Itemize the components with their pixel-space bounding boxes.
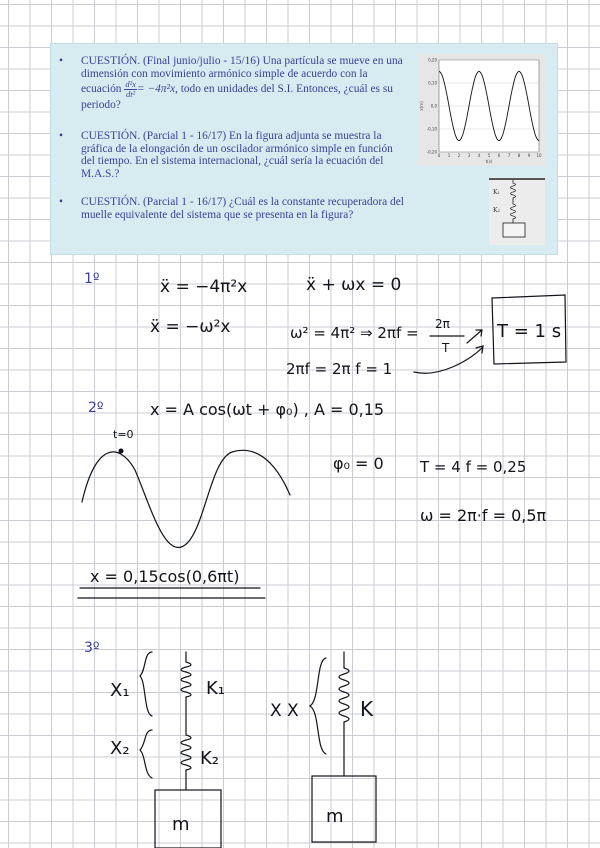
t0-point-icon bbox=[119, 449, 124, 454]
brace-x1 bbox=[140, 652, 152, 716]
y-axis-label: x(m) bbox=[419, 101, 424, 111]
x-axis-label: t(s) bbox=[485, 159, 493, 164]
question-text-part: , todo en unidades del S.I. Entonces, ¿cuál es su periodo? bbox=[81, 83, 393, 112]
initial-phase: φ₀ = 0 bbox=[333, 454, 384, 473]
question-text-part: CUESTIÓN. (Final junio/julio - 15/16) Una partícula se mueve en una dimensión con movimiento armónico simple de acuerdo con la ecuación bbox=[81, 55, 403, 96]
section-3-label: 3º bbox=[84, 640, 100, 656]
x-tick-label: 7 bbox=[507, 153, 511, 158]
bullet: • bbox=[59, 55, 63, 67]
fraction-numerator: d²x bbox=[125, 79, 136, 90]
spring-k-icon bbox=[339, 668, 349, 722]
y-tick-label: 0,0 bbox=[430, 103, 437, 109]
spring-k1-icon bbox=[181, 662, 191, 697]
bullet: • bbox=[59, 196, 63, 208]
mass-block-2 bbox=[312, 776, 376, 842]
y-tick-label: 0,20 bbox=[428, 57, 437, 63]
cosine-sketch bbox=[82, 450, 290, 547]
k-label: K bbox=[360, 697, 374, 721]
brace-x bbox=[310, 658, 326, 754]
x-tick-label: 5 bbox=[487, 153, 491, 158]
section-2-label: 2º bbox=[88, 400, 104, 416]
x-tick-label: 6 bbox=[497, 153, 501, 158]
period-fraction-numerator: 2π bbox=[435, 317, 450, 331]
x-tick-label: 4 bbox=[477, 153, 481, 158]
equation-5: 2πf = 2π f = 1 bbox=[286, 360, 393, 378]
equation-3: ẍ = −ω²x bbox=[150, 317, 231, 337]
arrow-icon bbox=[467, 330, 482, 343]
period-result: T = 1 s bbox=[497, 321, 562, 342]
y-tick-label: -0,10 bbox=[426, 126, 437, 132]
y-tick-label: -0,20 bbox=[426, 149, 437, 155]
bullet: • bbox=[59, 130, 63, 142]
equation-2: ẍ + ωx = 0 bbox=[306, 275, 402, 295]
section-1-label: 1º bbox=[84, 271, 100, 287]
period-fraction-denominator: T bbox=[442, 341, 450, 355]
k2-label: K₂ bbox=[493, 207, 500, 214]
spring-k2-icon bbox=[181, 735, 191, 770]
x-tick-label: 8 bbox=[517, 153, 521, 158]
fraction-denominator: dt² bbox=[126, 89, 136, 100]
period-frequency: T = 4 f = 0,25 bbox=[420, 458, 527, 476]
brace-x2 bbox=[140, 730, 152, 778]
equation-4: ω² = 4π² ⇒ 2πf = bbox=[290, 324, 419, 342]
k1-label: K₁ bbox=[493, 189, 500, 196]
mass-label-2: m bbox=[326, 806, 344, 827]
k2-label: K₂ bbox=[200, 748, 220, 769]
x-tick-label: 3 bbox=[467, 153, 471, 158]
mas-result-equation: x = 0,15cos(0,6πt) bbox=[90, 567, 240, 586]
mass-label-1: m bbox=[172, 814, 190, 835]
x-tick-label: 10 bbox=[536, 153, 542, 158]
equation-rhs: = −4π²x bbox=[136, 83, 175, 96]
x-tick-label: 1 bbox=[447, 153, 451, 158]
x1-label: X₁ bbox=[110, 680, 130, 701]
t0-label: t=0 bbox=[113, 428, 134, 441]
x-tick-label: 2 bbox=[457, 153, 461, 158]
y-tick-label: 0,10 bbox=[428, 80, 437, 86]
k1-label: K₁ bbox=[206, 678, 226, 699]
xx-label: X X bbox=[270, 701, 299, 721]
angular-frequency: ω = 2π·f = 0,5π bbox=[420, 506, 547, 525]
x-tick-label: 9 bbox=[527, 153, 531, 158]
question-text: CUESTIÓN. (Parcial 1 - 16/17) En la figura adjunta se muestra la gráfica de la elongación de un oscilador armónico simple en función del tiempo. En el sistema internacional, ¿cuál sería la ecuación del M.A.S.? bbox=[81, 130, 393, 180]
equation-1: ẍ = −4π²x bbox=[160, 277, 248, 297]
x2-label: X₂ bbox=[110, 738, 130, 759]
mas-general-equation: x = A cos(ωt + φ₀) , A = 0,15 bbox=[150, 400, 385, 419]
x-tick-label: 0 bbox=[437, 153, 441, 158]
question-text: CUESTIÓN. (Parcial 1 - 16/17) ¿Cuál es la constante recuperadora del muelle equivalente del sistema que se presenta en la figura? bbox=[81, 196, 404, 221]
